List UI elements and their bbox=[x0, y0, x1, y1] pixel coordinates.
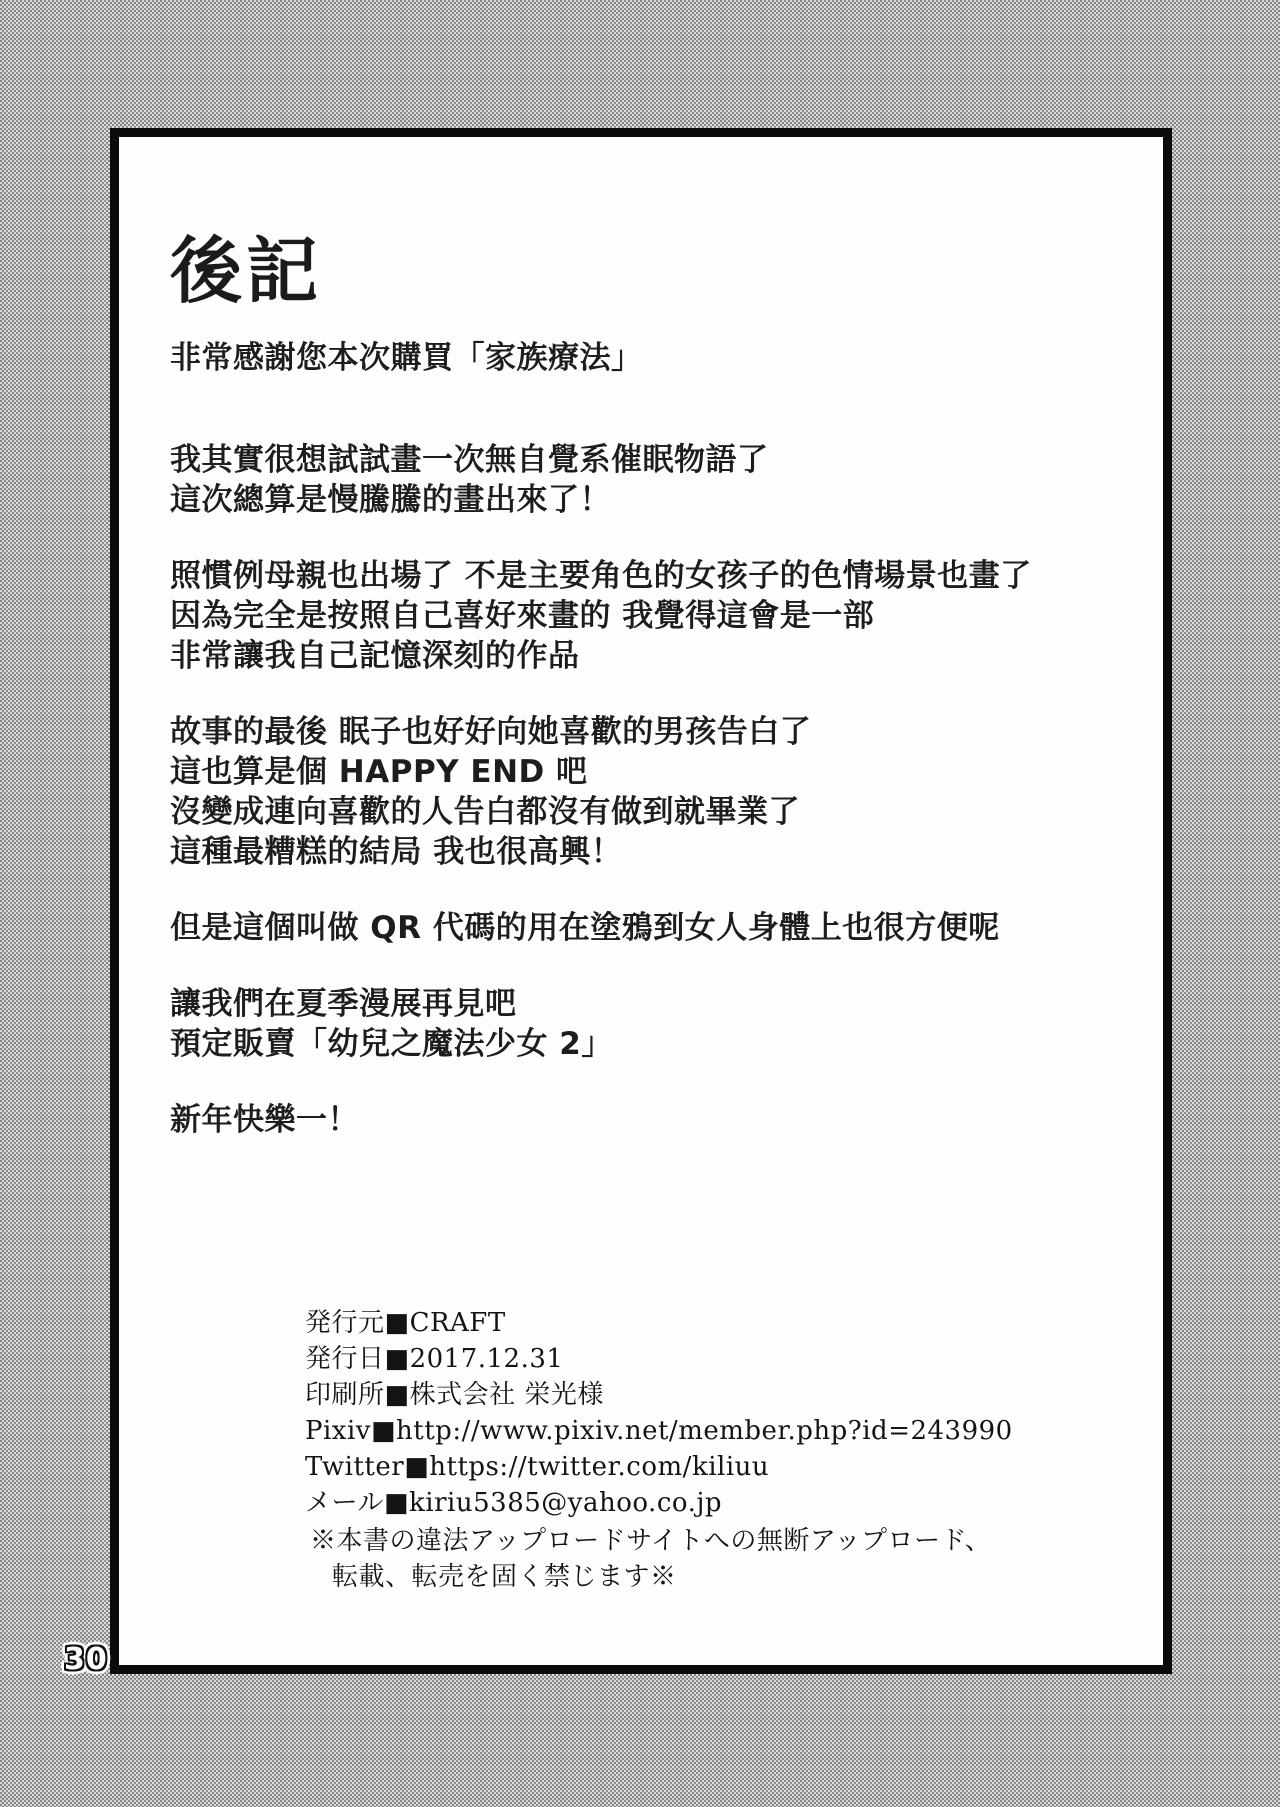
body-line: 預定販賣「幼兒之魔法少女 2」 bbox=[170, 1026, 613, 1062]
colophon-date: 発行日■2017.12.31 bbox=[305, 1344, 564, 1374]
body-line: 因為完全是按照自己喜好來畫的 我覺得這會是一部 bbox=[170, 598, 875, 634]
paragraph-hypnosis-story bbox=[170, 440, 1130, 520]
body-line: 讓我們在夏季漫展再見吧 bbox=[170, 986, 517, 1022]
body-line: 非常感謝您本次購買「家族療法」 bbox=[170, 340, 643, 376]
body-line: 我其實很想試試畫一次無自覺系催眠物語了 bbox=[170, 442, 769, 478]
body-line: 這次總算是慢騰騰的畫出來了！ bbox=[170, 482, 611, 518]
paragraph-thanks bbox=[170, 338, 1130, 378]
afterword-body bbox=[170, 338, 1130, 1140]
paragraph-new-year bbox=[170, 1100, 1130, 1140]
disclaimer-line: 転載、転売を固く禁じます※ bbox=[332, 1562, 677, 1592]
page-number: 30 bbox=[64, 1642, 108, 1677]
body-line: 非常讓我自己記憶深刻的作品 bbox=[170, 638, 580, 674]
page-title: 後記 bbox=[170, 229, 323, 313]
colophon-twitter-url: Twitter■https://twitter.com/kiliuu bbox=[305, 1452, 770, 1482]
disclaimer-block bbox=[310, 1523, 991, 1595]
paragraph-happy-end bbox=[170, 712, 1130, 872]
colophon-email: メール■kiriu5385@yahoo.co.jp bbox=[305, 1488, 723, 1518]
paragraph-next-event bbox=[170, 984, 1130, 1064]
colophon-pixiv-url: Pixiv■http://www.pixiv.net/member.php?id=243990 bbox=[305, 1416, 1013, 1446]
body-line: 新年快樂一！ bbox=[170, 1102, 359, 1138]
afterword-page bbox=[110, 128, 1172, 1674]
body-line: 照慣例母親也出場了 不是主要角色的女孩子的色情場景也畫了 bbox=[170, 558, 1032, 594]
body-line: 故事的最後 眠子也好好向她喜歡的男孩告白了 bbox=[170, 714, 812, 750]
paragraph-mother-scenes bbox=[170, 556, 1130, 676]
disclaimer-line: ※本書の違法アップロードサイトへの無断アップロード、 bbox=[310, 1526, 992, 1556]
colophon-publisher: 発行元■CRAFT bbox=[305, 1308, 506, 1338]
body-line: 但是這個叫做 QR 代碼的用在塗鴉到女人身體上也很方便呢 bbox=[170, 910, 1000, 946]
body-line: 這也算是個 HAPPY END 吧 bbox=[170, 754, 588, 790]
body-line: 這種最糟糕的結局 我也很高興！ bbox=[170, 834, 623, 870]
paragraph-qr-code bbox=[170, 908, 1130, 948]
colophon-printer: 印刷所■株式会社 栄光様 bbox=[305, 1380, 604, 1410]
body-line: 沒變成連向喜歡的人告白都沒有做到就畢業了 bbox=[170, 794, 800, 830]
colophon-block bbox=[305, 1305, 1013, 1521]
